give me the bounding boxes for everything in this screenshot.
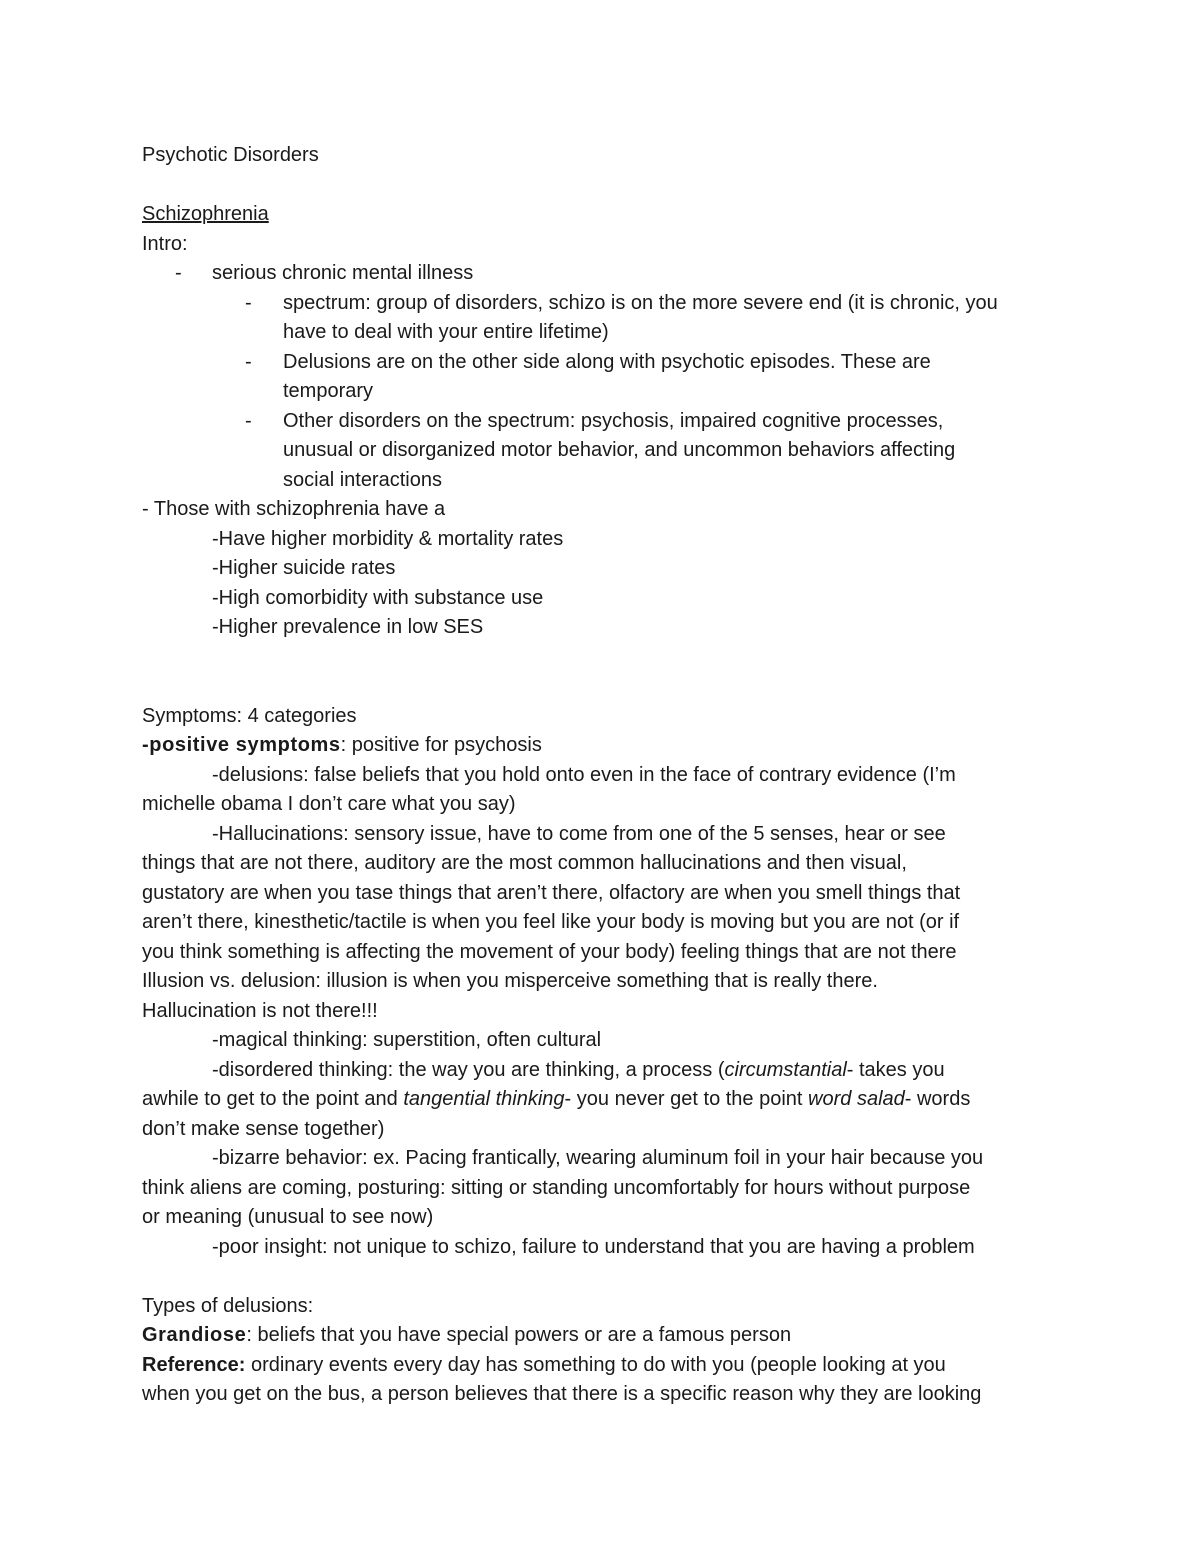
grandiose-line: Grandiose: beliefs that you have special powers or are a famous person — [142, 1324, 792, 1346]
disordered-thinking-line: -disordered thinking: the way you are thinking, a process (circumstantial- takes you — [212, 1058, 945, 1081]
sub-bullet-item: - spectrum: group of disorders, schizo is on the more severe end (it is chronic, you have to deal with your entire lifetime) — [142, 289, 1062, 348]
hallucinations-line-cont: Hallucination is not there!!! — [142, 999, 378, 1022]
hallucinations-line-cont: things that are not there, auditory are the most common hallucinations and then visual, — [142, 852, 907, 874]
reference-line-cont: when you get on the bus, a person believes that there is a specific reason why they are looking — [142, 1383, 982, 1405]
hallucinations-line-cont: gustatory are when you tase things that aren’t there, olfactory are when you smell things that — [142, 881, 961, 904]
grandiose-label: Grandiose — [142, 1324, 247, 1346]
bullet-item: - serious chronic mental illness — [142, 259, 1062, 289]
sub-bullet-item: - Delusions are on the other side along with psychotic episodes. These are temporary — [142, 348, 1062, 407]
list-item: -High comorbidity with substance use — [212, 586, 544, 609]
bullet-dash: - — [175, 262, 182, 284]
those-with-line: - Those with schizophrenia have a — [142, 498, 446, 520]
bullet-dash: - — [245, 409, 252, 432]
list-item: -Higher prevalence in low SES — [212, 616, 484, 638]
list-item: -Higher suicide rates — [212, 557, 396, 579]
delusions-line-cont: michelle obama I don’t care what you say) — [142, 793, 516, 815]
hallucinations-line-cont: aren’t there, kinesthetic/tactile is when you feel like your body is moving but you are not (or if — [142, 911, 960, 933]
document-title: Psychotic Disorders — [142, 144, 319, 166]
list-item: -Have higher morbidity & mortality rates — [212, 527, 564, 550]
bullet-dash: - — [245, 291, 252, 314]
types-heading: Types of delusions: — [142, 1294, 314, 1317]
bullet-dash: - — [245, 350, 252, 373]
delusions-line: -delusions: false beliefs that you hold onto even in the face of contrary evidence (I’m — [212, 763, 956, 786]
bizarre-behavior-cont: or meaning (unusual to see now) — [142, 1206, 434, 1228]
disordered-thinking-cont: awhile to get to the point and tangential thinking- you never get to the point word salad- words — [142, 1088, 971, 1110]
positive-symptoms-line: -positive symptoms: positive for psychosis — [142, 734, 542, 756]
magical-thinking-line: -magical thinking: superstition, often cultural — [212, 1029, 602, 1051]
symptoms-heading: Symptoms: 4 categories — [142, 704, 357, 727]
hallucinations-line-cont: Illusion vs. delusion: illusion is when you misperceive something that is really there. — [142, 970, 878, 992]
hallucinations-line-cont: you think something is affecting the movement of your body) feeling things that are not there — [142, 940, 957, 963]
bizarre-behavior-line: -bizarre behavior: ex. Pacing frantically, wearing aluminum foil in your hair because you — [212, 1147, 984, 1169]
section-heading: Schizophrenia — [142, 203, 269, 225]
hallucinations-line: -Hallucinations: sensory issue, have to come from one of the 5 senses, hear or see — [212, 822, 946, 845]
intro-label: Intro: — [142, 232, 188, 255]
disordered-thinking-cont: don’t make sense together) — [142, 1117, 385, 1140]
reference-line: Reference: ordinary events every day has something to do with you (people looking at you — [142, 1353, 946, 1376]
positive-symptoms-label: -positive symptoms — [142, 734, 341, 756]
document-body — [142, 141, 1062, 1410]
sub-bullet-item: - Other disorders on the spectrum: psychosis, impaired cognitive processes, unusual or disorganized motor behavior, and uncommon behaviors affecting social interactions — [142, 407, 1062, 496]
reference-label: Reference: — [142, 1353, 246, 1376]
bizarre-behavior-cont: think aliens are coming, posturing: sitting or standing uncomfortably for hours without purpose — [142, 1176, 971, 1199]
poor-insight-line: -poor insight: not unique to schizo, failure to understand that you are having a problem — [212, 1235, 975, 1258]
